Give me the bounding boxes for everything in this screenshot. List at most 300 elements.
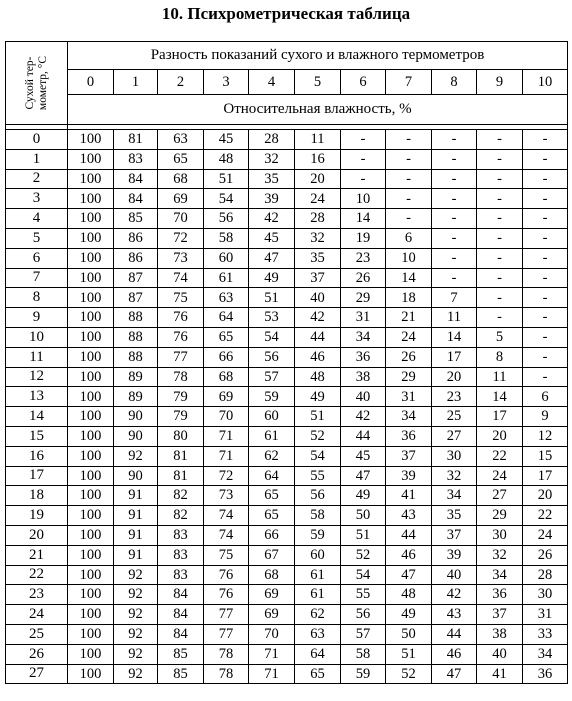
- humidity-cell: 69: [249, 585, 295, 605]
- humidity-cell: 35: [432, 506, 477, 526]
- humidity-cell: 76: [158, 327, 204, 347]
- temperature-cell: 6: [6, 248, 68, 268]
- humidity-cell: 11: [477, 367, 523, 387]
- humidity-cell: 100: [68, 426, 114, 446]
- humidity-cell: 24: [295, 189, 341, 209]
- humidity-cell: 39: [249, 189, 295, 209]
- humidity-cell: 25: [432, 407, 477, 427]
- humidity-cell: 66: [204, 347, 249, 367]
- humidity-cell: 55: [341, 585, 386, 605]
- humidity-cell: -: [341, 149, 386, 169]
- humidity-cell: 90: [114, 426, 158, 446]
- humidity-cell: 36: [386, 426, 432, 446]
- humidity-cell: 30: [523, 585, 568, 605]
- table-row: [6, 347, 568, 367]
- humidity-cell: 100: [68, 585, 114, 605]
- humidity-cell: 85: [114, 209, 158, 229]
- humidity-cell: 19: [341, 228, 386, 248]
- humidity-cell: 61: [204, 268, 249, 288]
- humidity-cell: 50: [386, 624, 432, 644]
- temperature-cell: 26: [6, 644, 68, 664]
- humidity-cell: 34: [432, 486, 477, 506]
- humidity-cell: 60: [204, 248, 249, 268]
- humidity-cell: 6: [523, 387, 568, 407]
- table-row: [6, 605, 568, 625]
- humidity-cell: 37: [432, 525, 477, 545]
- humidity-cell: 81: [158, 466, 204, 486]
- humidity-cell: 85: [158, 644, 204, 664]
- humidity-cell: -: [477, 228, 523, 248]
- humidity-cell: 20: [523, 486, 568, 506]
- humidity-cell: -: [477, 130, 523, 150]
- humidity-cell: 10: [386, 248, 432, 268]
- humidity-cell: 100: [68, 446, 114, 466]
- table-row: [6, 624, 568, 644]
- humidity-cell: 77: [158, 347, 204, 367]
- temperature-cell: 7: [6, 268, 68, 288]
- humidity-cell: 76: [204, 585, 249, 605]
- humidity-cell: 54: [204, 189, 249, 209]
- humidity-cell: 34: [386, 407, 432, 427]
- humidity-cell: 45: [204, 130, 249, 150]
- humidity-cell: -: [432, 268, 477, 288]
- dry-thermometer-header: [6, 42, 68, 125]
- humidity-cell: 82: [158, 486, 204, 506]
- humidity-cell: 35: [295, 248, 341, 268]
- humidity-cell: 12: [523, 426, 568, 446]
- humidity-cell: -: [477, 169, 523, 189]
- table-row: [6, 248, 568, 268]
- humidity-cell: -: [477, 149, 523, 169]
- humidity-cell: 100: [68, 506, 114, 526]
- humidity-cell: 78: [204, 664, 249, 684]
- temperature-cell: 2: [6, 169, 68, 189]
- humidity-cell: 100: [68, 367, 114, 387]
- humidity-cell: 47: [386, 565, 432, 585]
- humidity-cell: 40: [295, 288, 341, 308]
- humidity-cell: 76: [158, 308, 204, 328]
- humidity-cell: 67: [249, 545, 295, 565]
- humidity-cell: 53: [249, 308, 295, 328]
- humidity-cell: 60: [249, 407, 295, 427]
- humidity-cell: -: [432, 189, 477, 209]
- humidity-cell: 100: [68, 565, 114, 585]
- diff-header-cell: 9: [477, 70, 523, 95]
- temperature-cell: 4: [6, 209, 68, 229]
- humidity-cell: 51: [204, 169, 249, 189]
- humidity-cell: 86: [114, 228, 158, 248]
- humidity-cell: 14: [341, 209, 386, 229]
- humidity-cell: 46: [295, 347, 341, 367]
- temperature-cell: 27: [6, 664, 68, 684]
- humidity-cell: 75: [204, 545, 249, 565]
- humidity-cell: -: [477, 288, 523, 308]
- humidity-cell: 28: [249, 130, 295, 150]
- humidity-cell: 47: [249, 248, 295, 268]
- humidity-cell: 26: [341, 268, 386, 288]
- humidity-cell: 89: [114, 367, 158, 387]
- humidity-cell: 92: [114, 565, 158, 585]
- humidity-cell: -: [386, 149, 432, 169]
- humidity-cell: 63: [295, 624, 341, 644]
- temperature-cell: 20: [6, 525, 68, 545]
- humidity-cell: 58: [341, 644, 386, 664]
- humidity-cell: -: [523, 268, 568, 288]
- humidity-cell: 22: [523, 506, 568, 526]
- humidity-cell: -: [432, 209, 477, 229]
- humidity-cell: 48: [204, 149, 249, 169]
- humidity-cell: 77: [204, 624, 249, 644]
- humidity-cell: 71: [204, 426, 249, 446]
- temperature-cell: 22: [6, 565, 68, 585]
- humidity-cell: 32: [249, 149, 295, 169]
- temperature-cell: 14: [6, 407, 68, 427]
- humidity-cell: 70: [249, 624, 295, 644]
- humidity-cell: 40: [432, 565, 477, 585]
- humidity-cell: -: [523, 209, 568, 229]
- diff-header-cell: 5: [295, 70, 341, 95]
- humidity-cell: 86: [114, 248, 158, 268]
- humidity-cell: 26: [523, 545, 568, 565]
- humidity-cell: -: [523, 130, 568, 150]
- humidity-cell: 40: [341, 387, 386, 407]
- humidity-cell: 24: [523, 525, 568, 545]
- humidity-cell: 64: [249, 466, 295, 486]
- humidity-cell: 70: [204, 407, 249, 427]
- humidity-cell: 90: [114, 407, 158, 427]
- humidity-cell: 79: [158, 407, 204, 427]
- humidity-cell: 60: [295, 545, 341, 565]
- table-row: [6, 565, 568, 585]
- humidity-cell: 56: [341, 605, 386, 625]
- humidity-cell: 51: [386, 644, 432, 664]
- temperature-cell: 17: [6, 466, 68, 486]
- humidity-cell: 22: [477, 446, 523, 466]
- table-row: [6, 466, 568, 486]
- humidity-cell: 43: [386, 506, 432, 526]
- table-row: [6, 506, 568, 526]
- humidity-cell: 78: [204, 644, 249, 664]
- humidity-cell: 92: [114, 644, 158, 664]
- humidity-cell: 68: [158, 169, 204, 189]
- table-row: [6, 169, 568, 189]
- humidity-cell: -: [477, 209, 523, 229]
- humidity-cell: 23: [432, 387, 477, 407]
- table-row: [6, 525, 568, 545]
- humidity-cell: -: [432, 149, 477, 169]
- humidity-cell: 92: [114, 446, 158, 466]
- humidity-cell: 46: [432, 644, 477, 664]
- humidity-cell: 71: [249, 644, 295, 664]
- humidity-cell: 42: [341, 407, 386, 427]
- humidity-cell: -: [523, 288, 568, 308]
- humidity-cell: 56: [204, 209, 249, 229]
- humidity-cell: 100: [68, 525, 114, 545]
- humidity-cell: 45: [249, 228, 295, 248]
- humidity-cell: 84: [114, 169, 158, 189]
- table-row: [6, 268, 568, 288]
- table-row: [6, 327, 568, 347]
- humidity-cell: 47: [341, 466, 386, 486]
- humidity-cell: 49: [295, 387, 341, 407]
- humidity-cell: 23: [341, 248, 386, 268]
- humidity-cell: 100: [68, 327, 114, 347]
- humidity-cell: 72: [204, 466, 249, 486]
- table-row: [6, 209, 568, 229]
- humidity-cell: 62: [249, 446, 295, 466]
- humidity-cell: 66: [249, 525, 295, 545]
- humidity-cell: 91: [114, 525, 158, 545]
- humidity-cell: 100: [68, 347, 114, 367]
- humidity-cell: 92: [114, 605, 158, 625]
- humidity-cell: 47: [432, 664, 477, 684]
- humidity-cell: 41: [477, 664, 523, 684]
- humidity-cell: 90: [114, 466, 158, 486]
- temperature-cell: 13: [6, 387, 68, 407]
- humidity-cell: 44: [432, 624, 477, 644]
- humidity-cell: 20: [295, 169, 341, 189]
- humidity-cell: 100: [68, 664, 114, 684]
- humidity-cell: 74: [204, 525, 249, 545]
- diff-header-cell: 7: [386, 70, 432, 95]
- humidity-cell: 57: [341, 624, 386, 644]
- humidity-cell: -: [432, 130, 477, 150]
- table-row: [6, 585, 568, 605]
- humidity-cell: -: [386, 189, 432, 209]
- humidity-cell: 69: [204, 387, 249, 407]
- table-row: [6, 228, 568, 248]
- humidity-cell: 7: [432, 288, 477, 308]
- humidity-cell: 85: [158, 664, 204, 684]
- humidity-cell: 39: [386, 466, 432, 486]
- humidity-cell: 49: [249, 268, 295, 288]
- humidity-cell: 69: [249, 605, 295, 625]
- temperature-cell: 10: [6, 327, 68, 347]
- humidity-cell: 83: [114, 149, 158, 169]
- table-row: [6, 130, 568, 150]
- humidity-cell: 28: [295, 209, 341, 229]
- diff-header-cell: 8: [432, 70, 477, 95]
- humidity-cell: 56: [295, 486, 341, 506]
- humidity-cell: 71: [204, 446, 249, 466]
- humidity-cell: 18: [386, 288, 432, 308]
- humidity-cell: 65: [295, 664, 341, 684]
- table-row: [6, 189, 568, 209]
- humidity-cell: 100: [68, 189, 114, 209]
- temperature-cell: 12: [6, 367, 68, 387]
- humidity-cell: 33: [523, 624, 568, 644]
- humidity-cell: 68: [249, 565, 295, 585]
- humidity-cell: 8: [477, 347, 523, 367]
- temperature-cell: 23: [6, 585, 68, 605]
- humidity-cell: 77: [204, 605, 249, 625]
- humidity-cell: 51: [249, 288, 295, 308]
- humidity-cell: 79: [158, 387, 204, 407]
- humidity-cell: 100: [68, 268, 114, 288]
- humidity-cell: 40: [477, 644, 523, 664]
- humidity-cell: 88: [114, 308, 158, 328]
- humidity-cell: 49: [386, 605, 432, 625]
- page-title: 10. Психрометрическая таблица: [161, 4, 411, 23]
- humidity-cell: 100: [68, 149, 114, 169]
- humidity-cell: 78: [158, 367, 204, 387]
- humidity-cell: 54: [249, 327, 295, 347]
- humidity-cell: 15: [523, 446, 568, 466]
- humidity-cell: 48: [386, 585, 432, 605]
- humidity-cell: 44: [386, 525, 432, 545]
- humidity-cell: 88: [114, 347, 158, 367]
- humidity-cell: 62: [295, 605, 341, 625]
- humidity-cell: 84: [158, 605, 204, 625]
- humidity-cell: 64: [295, 644, 341, 664]
- table-row: [6, 407, 568, 427]
- diff-header-cell: 6: [341, 70, 386, 95]
- humidity-cell: 36: [477, 585, 523, 605]
- humidity-cell: 75: [158, 288, 204, 308]
- humidity-cell: 100: [68, 466, 114, 486]
- humidity-cell: 81: [114, 130, 158, 150]
- humidity-cell: -: [477, 189, 523, 209]
- humidity-cell: 70: [158, 209, 204, 229]
- diff-header-cell: 4: [249, 70, 295, 95]
- humidity-cell: 65: [204, 327, 249, 347]
- humidity-cell: 61: [249, 426, 295, 446]
- humidity-cell: 35: [249, 169, 295, 189]
- humidity-cell: 6: [386, 228, 432, 248]
- humidity-cell: 65: [249, 506, 295, 526]
- humidity-cell: 92: [114, 585, 158, 605]
- dry-thermometer-caption-line1: Сухой тер-: [23, 56, 36, 110]
- humidity-cell: -: [432, 248, 477, 268]
- humidity-cell: 52: [295, 426, 341, 446]
- humidity-cell: 36: [523, 664, 568, 684]
- humidity-cell: 100: [68, 644, 114, 664]
- humidity-cell: -: [523, 308, 568, 328]
- humidity-cell: 88: [114, 327, 158, 347]
- table-row: [6, 545, 568, 565]
- humidity-cell: -: [477, 268, 523, 288]
- humidity-cell: 14: [477, 387, 523, 407]
- humidity-cell: 20: [477, 426, 523, 446]
- dry-thermometer-caption-line2: мометр, °С: [36, 55, 49, 111]
- temperature-cell: 16: [6, 446, 68, 466]
- temperature-cell: 9: [6, 308, 68, 328]
- humidity-cell: 100: [68, 288, 114, 308]
- humidity-cell: 59: [295, 525, 341, 545]
- humidity-cell: 50: [341, 506, 386, 526]
- humidity-cell: 84: [114, 189, 158, 209]
- diff-header-cell: 10: [523, 70, 568, 95]
- humidity-cell: 68: [204, 367, 249, 387]
- humidity-cell: 44: [295, 327, 341, 347]
- humidity-cell: -: [523, 327, 568, 347]
- humidity-cell: 27: [477, 486, 523, 506]
- humidity-cell: 46: [386, 545, 432, 565]
- humidity-cell: 100: [68, 308, 114, 328]
- humidity-cell: 34: [477, 565, 523, 585]
- humidity-cell: -: [341, 169, 386, 189]
- humidity-cell: 63: [204, 288, 249, 308]
- humidity-cell: 24: [386, 327, 432, 347]
- humidity-cell: 100: [68, 545, 114, 565]
- humidity-cell: 11: [432, 308, 477, 328]
- table-row: [6, 308, 568, 328]
- humidity-cell: 76: [204, 565, 249, 585]
- table-row: [6, 486, 568, 506]
- humidity-cell: 52: [386, 664, 432, 684]
- humidity-cell: 42: [295, 308, 341, 328]
- humidity-cell: 14: [386, 268, 432, 288]
- humidity-cell: 61: [295, 585, 341, 605]
- diff-header-cell: 0: [68, 70, 114, 95]
- temperature-cell: 0: [6, 130, 68, 150]
- humidity-cell: 82: [158, 506, 204, 526]
- humidity-cell: 100: [68, 407, 114, 427]
- temperature-cell: 25: [6, 624, 68, 644]
- humidity-cell: 59: [249, 387, 295, 407]
- temperature-cell: 19: [6, 506, 68, 526]
- humidity-cell: -: [523, 347, 568, 367]
- humidity-cell: 83: [158, 545, 204, 565]
- humidity-cell: 38: [341, 367, 386, 387]
- humidity-cell: 81: [158, 446, 204, 466]
- table-row: [6, 367, 568, 387]
- humidity-cell: 73: [158, 248, 204, 268]
- humidity-cell: 31: [386, 387, 432, 407]
- humidity-cell: 91: [114, 545, 158, 565]
- humidity-cell: 34: [341, 327, 386, 347]
- humidity-cell: -: [523, 228, 568, 248]
- humidity-cell: 84: [158, 585, 204, 605]
- temperature-cell: 5: [6, 228, 68, 248]
- humidity-cell: 100: [68, 605, 114, 625]
- humidity-cell: -: [386, 169, 432, 189]
- temperature-cell: 8: [6, 288, 68, 308]
- humidity-cell: 29: [386, 367, 432, 387]
- humidity-cell: 100: [68, 169, 114, 189]
- humidity-cell: 21: [386, 308, 432, 328]
- humidity-cell: 73: [204, 486, 249, 506]
- humidity-cell: 100: [68, 248, 114, 268]
- table-row: [6, 446, 568, 466]
- humidity-cell: 58: [295, 506, 341, 526]
- humidity-cell: -: [341, 130, 386, 150]
- humidity-cell: -: [523, 367, 568, 387]
- humidity-cell: -: [477, 248, 523, 268]
- humidity-cell: 9: [523, 407, 568, 427]
- diff-header-cell: 1: [114, 70, 158, 95]
- humidity-cell: 100: [68, 486, 114, 506]
- table-row: [6, 426, 568, 446]
- humidity-cell: 48: [295, 367, 341, 387]
- humidity-cell: 72: [158, 228, 204, 248]
- humidity-cell: 57: [249, 367, 295, 387]
- psychrometric-table: [5, 41, 568, 684]
- humidity-cell: 54: [341, 565, 386, 585]
- diff-header-cell: 2: [158, 70, 204, 95]
- humidity-cell: 100: [68, 228, 114, 248]
- table-row: [6, 288, 568, 308]
- humidity-cell: 58: [204, 228, 249, 248]
- humidity-cell: 44: [341, 426, 386, 446]
- diff-header-cell: 3: [204, 70, 249, 95]
- diff-caption: Разность показаний сухого и влажного термометров: [68, 42, 568, 70]
- humidity-cell: 32: [295, 228, 341, 248]
- humidity-cell: 51: [295, 407, 341, 427]
- humidity-cell: 39: [432, 545, 477, 565]
- humidity-cell: 41: [386, 486, 432, 506]
- humidity-cell: 26: [386, 347, 432, 367]
